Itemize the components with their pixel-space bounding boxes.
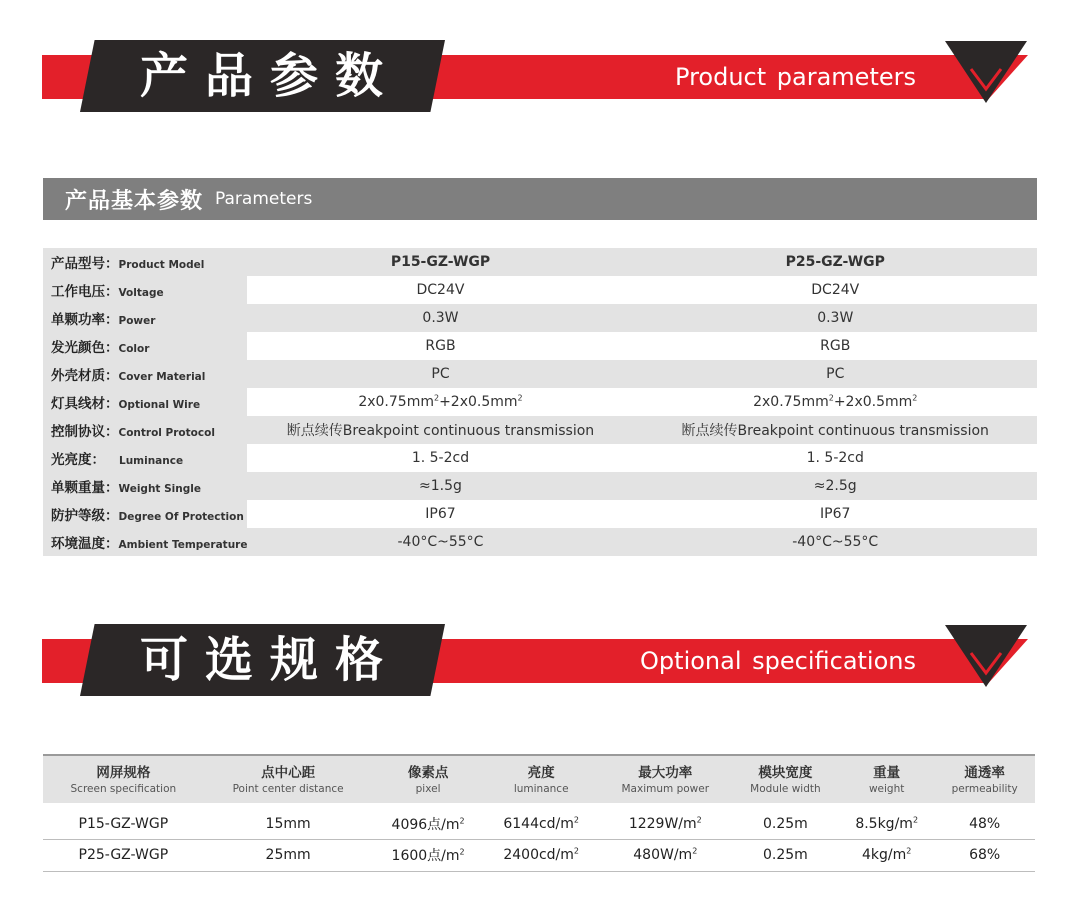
cell-width: 0.25m: [732, 839, 839, 871]
chevron-down-icon: [945, 625, 1027, 687]
model-1-value: -40°C~55°C: [247, 528, 633, 556]
cell-model: P25-GZ-WGP: [43, 839, 204, 871]
table-row: [43, 276, 1037, 304]
model-1-value: DC24V: [247, 276, 633, 304]
subheader-en-title: Parameters: [215, 189, 313, 209]
cell-weight: $4kg/m^2$: [839, 839, 934, 871]
row-label: 产品型号：Product Model: [43, 248, 247, 276]
row-label: 外壳材质：Cover Material: [43, 360, 247, 388]
cell-luminance: $2400cd/m^2$: [484, 839, 599, 871]
model-1-value: PC: [247, 360, 633, 388]
banner-en-title: Optional specifications: [640, 647, 916, 675]
row-label: 工作电压：Voltage: [43, 276, 247, 304]
cell-power: $1229W/m^2$: [599, 803, 732, 839]
row-label: 单颗功率：Power: [43, 304, 247, 332]
header-permeability: 通透率 permeability: [934, 755, 1035, 803]
header-module-width: 模块宽度 Module width: [732, 755, 839, 803]
header-luminance: 亮度 luminance: [484, 755, 599, 803]
table-row: [43, 304, 1037, 332]
table-header-row: [43, 755, 1035, 803]
model-2-value: -40°C~55°C: [633, 528, 1037, 556]
model-1-value: IP67: [247, 500, 633, 528]
cell-luminance: $6144cd/m^2$: [484, 803, 599, 839]
model-2-value: 0.3W: [633, 304, 1037, 332]
model-2-value: 断点续传Breakpoint continuous transmission: [633, 416, 1037, 444]
table-row: [43, 248, 1037, 276]
header-screen-specification: 网屏规格 Screen specification: [43, 755, 204, 803]
optional-specifications-banner: [0, 624, 1080, 704]
cell-distance: 25mm: [204, 839, 373, 871]
table-row: [43, 500, 1037, 528]
row-label: 单颗重量：Weight Single: [43, 472, 247, 500]
row-label: 灯具线材：Optional Wire: [43, 388, 247, 416]
model-2-value: DC24V: [633, 276, 1037, 304]
model-2-value: IP67: [633, 500, 1037, 528]
table-row: [43, 444, 1037, 472]
table-row: [43, 472, 1037, 500]
table-row: [43, 388, 1037, 416]
model-1-value: $2x0.75mm^2+2x0.5mm^2$: [247, 388, 633, 416]
header-maximum-power: 最大功率 Maximum power: [599, 755, 732, 803]
cell-width: 0.25m: [732, 803, 839, 839]
table-row: [43, 803, 1035, 839]
header-pixel: 像素点 pixel: [373, 755, 484, 803]
model-2-value: 1. 5-2cd: [633, 444, 1037, 472]
specifications-table: [43, 754, 1035, 872]
product-parameters-banner: [0, 40, 1080, 120]
parameters-table: [43, 248, 1037, 556]
row-label: 防护等级：Degree Of Protection: [43, 500, 247, 528]
header-weight: 重量 weight: [839, 755, 934, 803]
row-label: 光亮度： Luminance: [43, 444, 247, 472]
model-2-value: RGB: [633, 332, 1037, 360]
table-row: [43, 839, 1035, 871]
model-2-value: $2x0.75mm^2+2x0.5mm^2$: [633, 388, 1037, 416]
model-1-value: P15-GZ-WGP: [247, 248, 633, 276]
subheader-cn-title: 产品基本参数: [65, 188, 204, 214]
banner-en-title: Product parameters: [675, 63, 916, 91]
table-row: [43, 416, 1037, 444]
cell-power: $480W/m^2$: [599, 839, 732, 871]
table-row: [43, 528, 1037, 556]
model-2-value: ≈2.5g: [633, 472, 1037, 500]
model-1-value: ≈1.5g: [247, 472, 633, 500]
cell-model: P15-GZ-WGP: [43, 803, 204, 839]
row-label: 控制协议：Control Protocol: [43, 416, 247, 444]
cell-pixel: 4096点$/m^2$: [373, 803, 484, 839]
parameters-subheader: [43, 178, 1037, 220]
banner-cn-title: 产品参数: [140, 48, 401, 104]
chevron-down-icon: [945, 41, 1027, 103]
model-1-value: 1. 5-2cd: [247, 444, 633, 472]
banner-cn-title: 可选规格: [140, 632, 401, 688]
model-2-value: P25-GZ-WGP: [633, 248, 1037, 276]
model-1-value: 断点续传Breakpoint continuous transmission: [247, 416, 633, 444]
cell-permeability: 68%: [934, 839, 1035, 871]
row-label: 环境温度：Ambient Temperature: [43, 528, 247, 556]
model-2-value: PC: [633, 360, 1037, 388]
header-point-center-distance: 点中心距 Point center distance: [204, 755, 373, 803]
model-1-value: RGB: [247, 332, 633, 360]
cell-permeability: 48%: [934, 803, 1035, 839]
row-label: 发光颜色：Color: [43, 332, 247, 360]
table-row: [43, 360, 1037, 388]
model-1-value: 0.3W: [247, 304, 633, 332]
table-row: [43, 332, 1037, 360]
cell-pixel: 1600点$/m^2$: [373, 839, 484, 871]
cell-distance: 15mm: [204, 803, 373, 839]
cell-weight: $8.5kg/m^2$: [839, 803, 934, 839]
